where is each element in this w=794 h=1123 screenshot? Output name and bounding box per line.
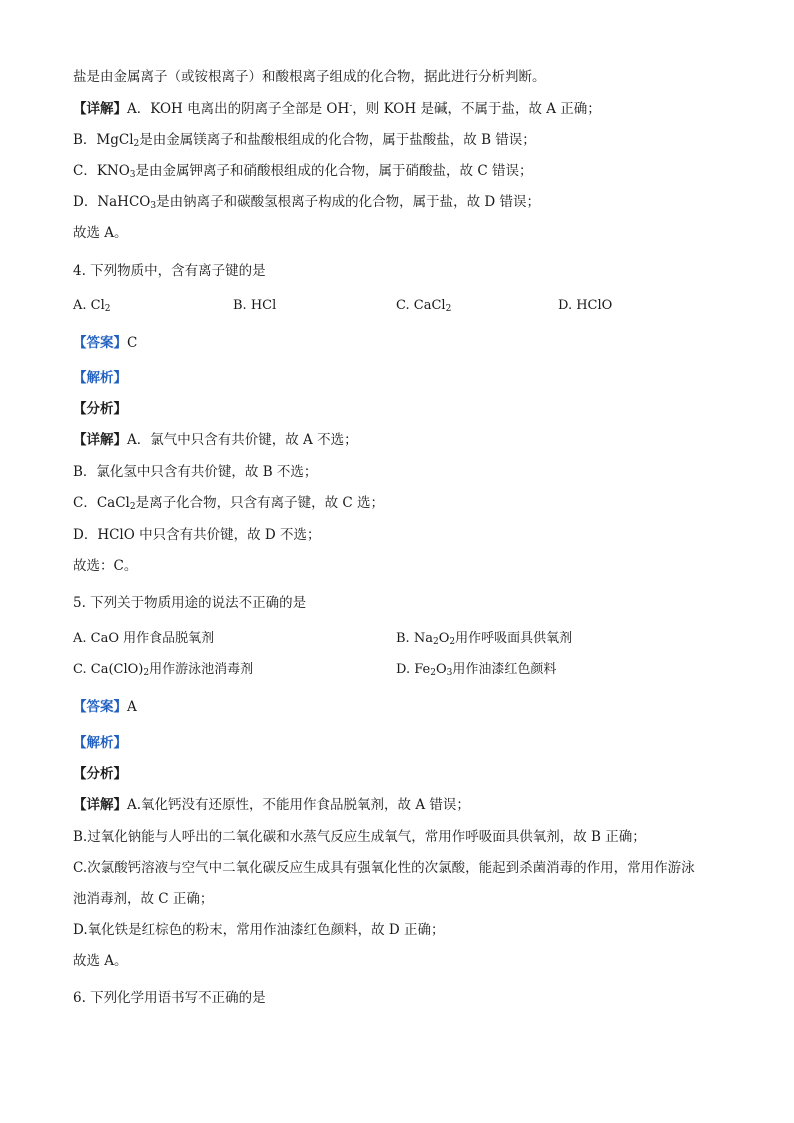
q4-detail-c: C．CaCl$_2$是离子化合物，只含有离子键，故 C 选； [73,495,385,512]
q5-option-a: A. CaO 用作食品脱氧剂 [73,631,215,646]
q5-fenxi-tag: 【分析】 [73,766,127,782]
q3-detail-d: D．NaHCO$_3$是由钠离子和碳酸氢根离子构成的化合物，属于盐，故 D 错误； [73,194,540,211]
q4-analysis-tag: 【解析】 [73,370,127,386]
q4-option-a: A. $Cl_2$ [73,298,111,314]
q5-option-b: B. $Na_2O_2$用作呼吸面具供氧剂 [396,631,573,647]
q3-conclusion: 故选 A。 [73,225,128,241]
q6-stem: 6. 下列化学用语书写不正确的是 [73,990,266,1006]
q4-option-d: D. HClO [558,298,613,313]
q4-conclusion: 故选：C。 [73,558,138,574]
answer-tag: 【答案】 [73,335,127,351]
q5-option-c: C. $Ca(ClO)_2$用作游泳池消毒剂 [73,662,254,678]
q3-intro: 盐是由金属离子（或铵根离子）和酸根离子组成的化合物，据此进行分析判断。 [73,69,546,85]
q3-detail-a: 【详解】A．KOH 电离出的阴离子全部是 OH-，则 KOH 是碱，不属于盐，故 A 正确； [73,101,601,117]
answer-tag: 【答案】 [73,699,127,715]
q5-option-d: D. $Fe_2O_3$用作油漆红色颜料 [396,662,557,678]
q4-option-c: C. CaCl$_2$ [396,298,452,314]
q5-detail-c2: 池消毒剂，故 C 正确； [73,891,214,907]
q4-stem: 4. 下列物质中，含有离子键的是 [73,263,266,279]
q5-analysis-tag: 【解析】 [73,735,127,751]
q5-detail-c1: C.次氯酸钙溶液与空气中二氧化碳反应生成具有强氧化性的次氯酸，能起到杀菌消毒的作用，常用作游泳 [73,860,695,876]
q4-detail-b: B．氯化氢中只含有共价键，故 B 不选； [73,464,318,480]
q4-detail-a: 【详解】A．氯气中只含有共价键，故 A 不选； [73,432,358,448]
q5-detail-d: D.氧化铁是红棕色的粉末，常用作油漆红色颜料，故 D 正确； [73,922,445,938]
q3-detail-b: B．MgCl$_2$是由金属镁离子和盐酸根组成的化合物，属于盐酸盐，故 B 错误； [73,132,536,149]
q5-detail-b: B.过氧化钠能与人呼出的二氧化碳和水蒸气反应生成氧气，常用作呼吸面具供氧剂，故 B 正确； [73,829,646,845]
detail-tag: 【详解】 [73,101,127,117]
q4-option-b: B. HCl [233,298,277,313]
q5-stem: 5. 下列关于物质用途的说法不正确的是 [73,595,307,611]
q4-fenxi-tag: 【分析】 [73,401,127,417]
q4-answer: 【答案】C [73,335,138,351]
q4-detail-d: D．HClO 中只含有共价键，故 D 不选； [73,527,321,543]
q5-answer: 【答案】A [73,699,137,715]
q5-detail-a: 【详解】A.氧化钙没有还原性，不能用作食品脱氧剂，故 A 错误； [73,797,470,813]
q5-conclusion: 故选 A。 [73,953,128,969]
q3-detail-c: C．$KNO_3$是由金属钾离子和硝酸根组成的化合物，属于硝酸盐，故 C 错误； [73,163,533,180]
